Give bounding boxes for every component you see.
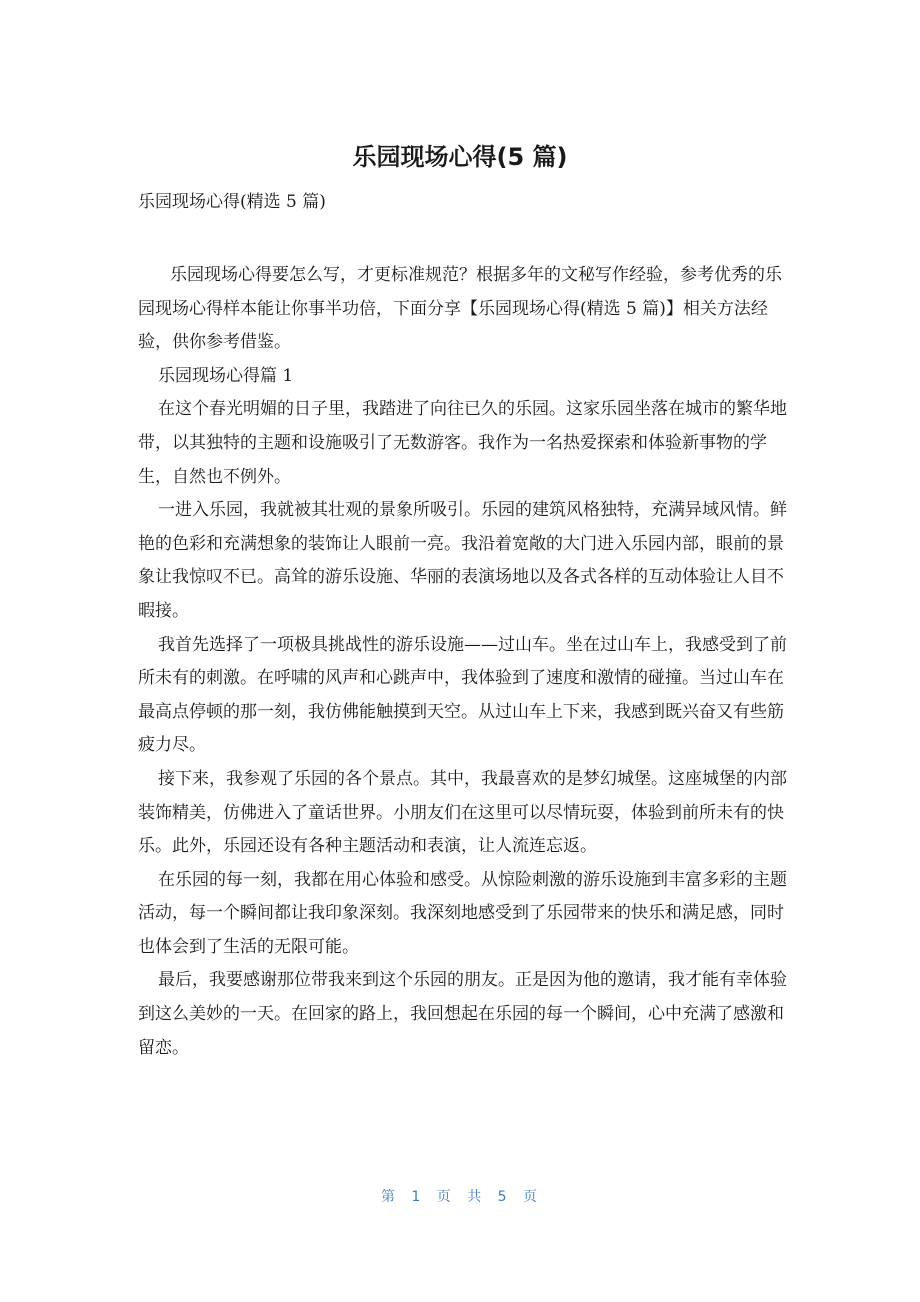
body-paragraph-1: 在这个春光明媚的日子里，我踏进了向往已久的乐园。这家乐园坐落在城市的繁华地带，以其独特的主题和设施吸引了无数游客。我作为一名热爱探索和体验新事物的学生，自然也不例外。 [138,399,787,487]
body-paragraph-5: 在乐园的每一刻，我都在用心体验和感受。从惊险刺激的游乐设施到丰富多彩的主题活动，每一个瞬间都让我印象深刻。我深刻地感受到了乐园带来的快乐和满足感，同时也体会到了生活的无限可能。 [138,869,787,957]
body-paragraph-6: 最后，我要感谢那位带我来到这个乐园的朋友。正是因为他的邀请，我才能有幸体验到这么美妙的一天。在回家的路上，我回想起在乐园的每一个瞬间，心中充满了感激和留恋。 [138,970,787,1058]
intro-paragraph: 乐园现场心得要怎么写，才更标准规范？根据多年的文秘写作经验，参考优秀的乐园现场心得样本能让你事半功倍，下面分享【乐园现场心得(精选 5 篇)】相关方法经验，供你参考借鉴。 [138,265,782,353]
document-title: 乐园现场心得(5 篇) [352,143,568,171]
page-number-footer: 第 1 页 共 5 页 [380,1189,540,1205]
document-subtitle: 乐园现场心得(精选 5 篇) [138,192,326,212]
body-paragraph-4: 接下来，我参观了乐园的各个景点。其中，我最喜欢的是梦幻城堡。这座城堡的内部装饰精美，仿佛进入了童话世界。小朋友们在这里可以尽情玩耍，体验到前所未有的快乐。此外，乐园还设有各种主题活动和表演，让人流连忘返。 [138,768,787,857]
section-heading: 乐园现场心得篇 1 [158,365,294,386]
body-paragraph-3: 我首先选择了一项极具挑战性的游乐设施——过山车。坐在过山车上，我感受到了前所未有的刺激。在呼啸的风声和心跳声中，我体验到了速度和激情的碰撞。当过山车在最高点停顿的那一刻，我仿佛能触摸到天空。从过山车上下来，我感到既兴奋又有些筋疲力尽。 [138,634,787,756]
body-paragraph-2: 一进入乐园，我就被其壮观的景象所吸引。乐园的建筑风格独特，充满异域风情。鲜艳的色彩和充满想象的装饰让人眼前一亮。我沿着宽敞的大门进入乐园内部，眼前的景象让我惊叹不已。高耸的游乐设施、华丽的表演场地以及各式各样的互动体验让人目不暇接。 [138,500,787,621]
document-body [138,259,788,1065]
